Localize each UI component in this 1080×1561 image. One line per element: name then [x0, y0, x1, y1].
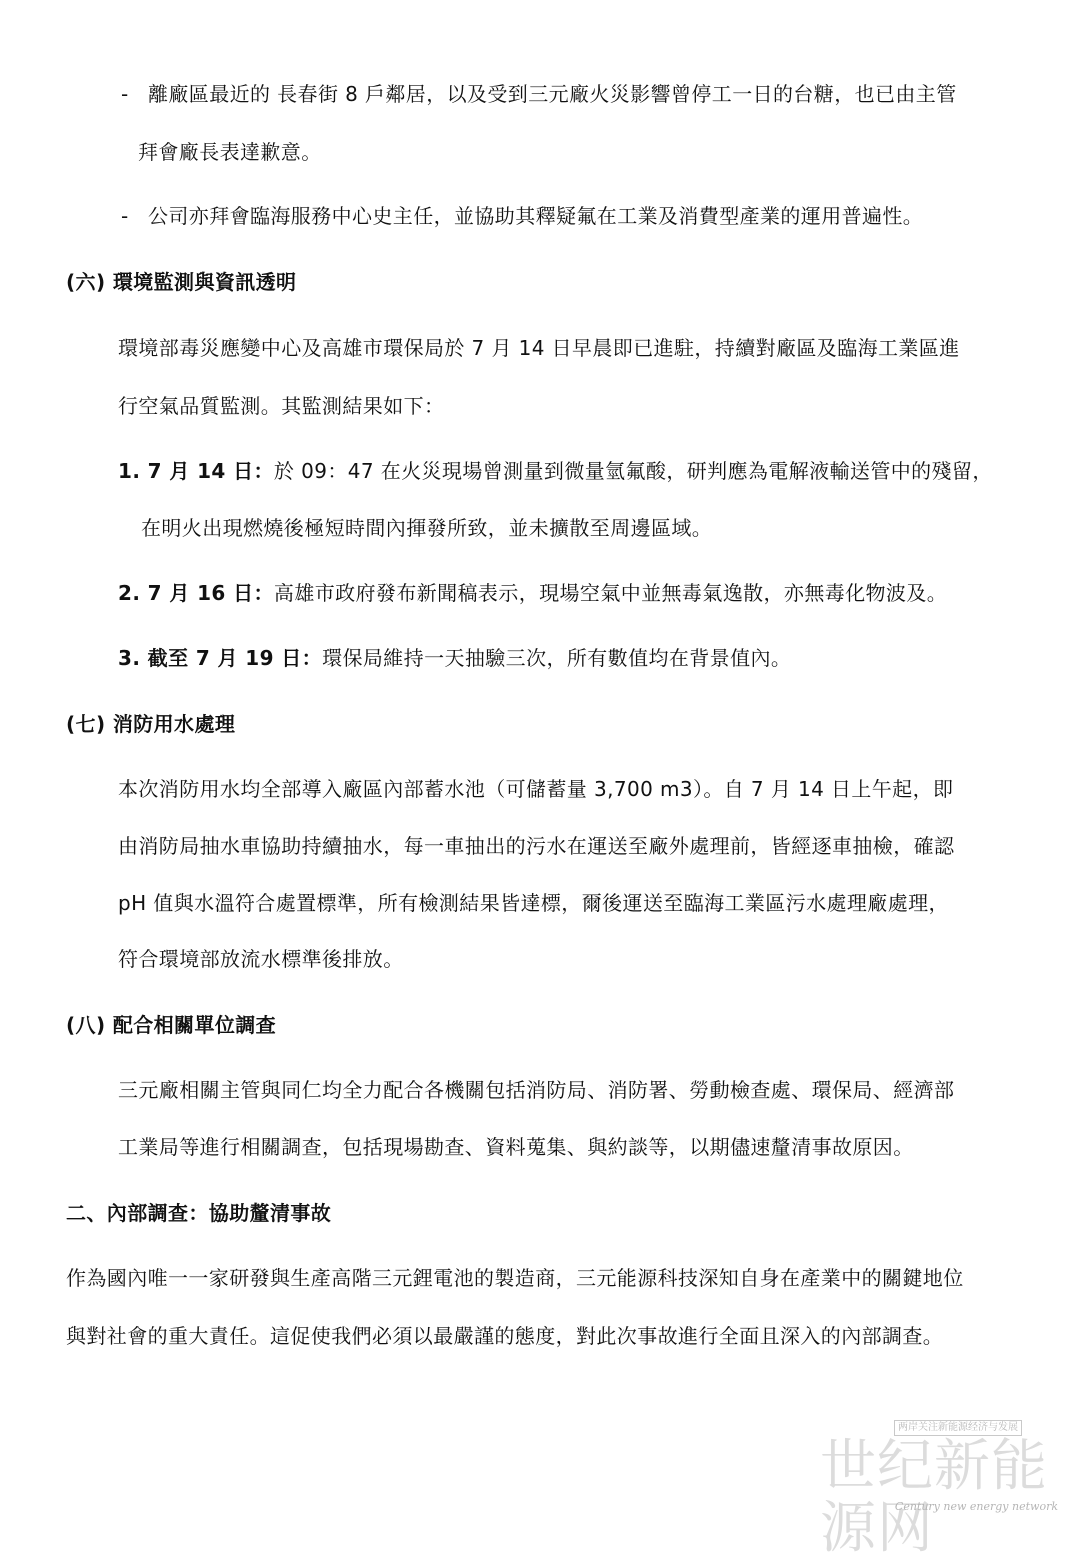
monitoring-item-3	[118, 644, 791, 672]
watermark-logo	[820, 1420, 1070, 1561]
monitoring-item-1-label: 1. 7 月 14 日：	[118, 459, 274, 483]
watermark-tagline: 两岸关注新能源经济与发展	[894, 1420, 1022, 1436]
section-8-line-2: 工業局等進行相關調查，包括現場勘查、資料蒐集、與約談等，以期儘速釐清事故原因。	[118, 1135, 914, 1159]
monitoring-item-3-label: 3. 截至 7 月 19 日：	[118, 646, 323, 670]
watermark-title: 世纪新能源网	[820, 1434, 1048, 1561]
monitoring-item-2-text: 高雄市政府發布新聞稿表示，現場空氣中並無毒氣逸散，亦無毒化物波及。	[273, 581, 948, 605]
bullet-1-line-1: 離廠區最近的 長春街 8 戶鄰居，以及受到三元廠火災影響曾停工一日的台糖，也已由主管	[148, 82, 957, 106]
monitoring-item-1	[118, 457, 993, 485]
watermark-subtitle: Century new energy network	[894, 1500, 1058, 1513]
part-2-heading: 二、內部調查：協助釐清事故	[66, 1201, 332, 1225]
section-8-line-1: 三元廠相關主管與同仁均全力配合各機關包括消防局、消防署、勞動檢查處、環保局、經濟部	[118, 1078, 955, 1102]
section-6-paragraph-line-1: 環境部毒災應變中心及高雄市環保局於 7 月 14 日早晨即已進駐，持續對廠區及臨海工業區進	[118, 336, 960, 360]
section-7-line-1: 本次消防用水均全部導入廠區內部蓄水池（可儲蓄量 3,700 m3）。自 7 月 14 日上午起，即	[118, 777, 954, 801]
bullet-2-line-1: 公司亦拜會臨海服務中心史主任，並協助其釋疑氟在工業及消費型產業的運用普遍性。	[148, 204, 924, 228]
part-2-line-2: 與對社會的重大責任。這促使我們必須以最嚴謹的態度，對此次事故進行全面且深入的內部調查。	[66, 1324, 944, 1348]
monitoring-item-1-line-2: 在明火出現燃燒後極短時間內揮發所致，並未擴散至周邊區域。	[141, 516, 713, 540]
part-2-line-1: 作為國內唯一一家研發與生產高階三元鋰電池的製造商，三元能源科技深知自身在產業中的關鍵地位	[66, 1266, 964, 1290]
monitoring-item-3-text: 環保局維持一天抽驗三次，所有數值均在背景值內。	[322, 646, 792, 670]
section-6-paragraph-line-2: 行空氣品質監測。其監測結果如下：	[118, 394, 445, 418]
section-8-heading: (八) 配合相關單位調查	[66, 1013, 277, 1037]
bullet-1-line-2: 拜會廠長表達歉意。	[138, 140, 322, 164]
section-7-line-4: 符合環境部放流水標準後排放。	[118, 947, 404, 971]
section-7-line-3: pH 值與水溫符合處置標準，所有檢測結果皆達標，爾後運送至臨海工業區污水處理廠處理，	[118, 891, 949, 915]
bullet-marker: -	[121, 82, 129, 106]
section-7-line-2: 由消防局抽水車協助持續抽水，每一車抽出的污水在運送至廠外處理前，皆經逐車抽檢，確認	[118, 834, 955, 858]
monitoring-item-2-label: 2. 7 月 16 日：	[118, 581, 274, 605]
bullet-marker: -	[121, 204, 129, 228]
monitoring-item-1-text: 於 09：47 在火災現場曾測量到微量氫氟酸，研判應為電解液輸送管中的殘留，	[273, 459, 993, 483]
section-6-heading: (六) 環境監測與資訊透明	[66, 270, 297, 294]
section-7-heading: (七) 消防用水處理	[66, 712, 236, 736]
monitoring-item-2	[118, 579, 947, 607]
